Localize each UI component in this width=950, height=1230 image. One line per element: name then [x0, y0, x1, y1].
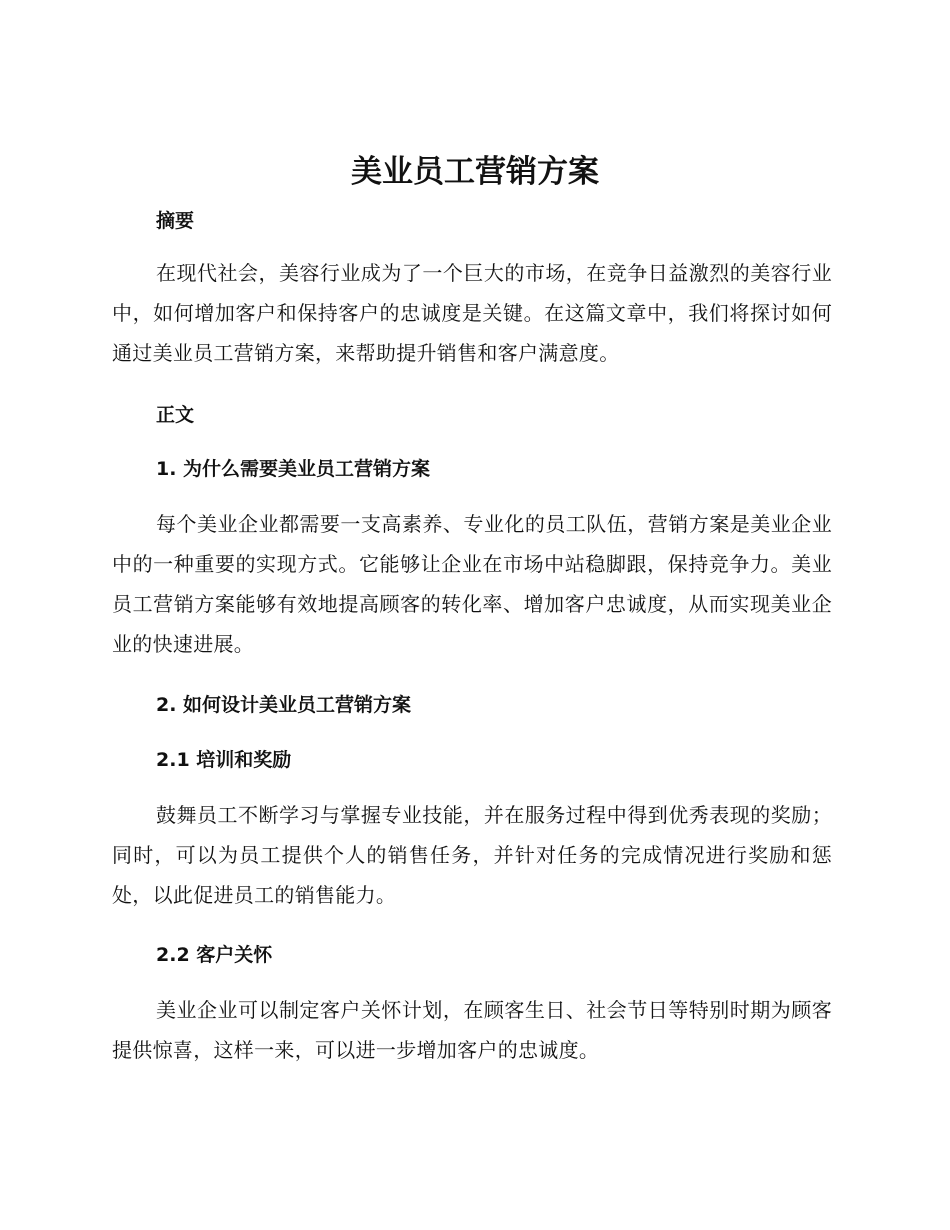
section-heading-2: 2. 如何设计美业员工营销方案	[156, 694, 412, 716]
document-title: 美业员工营销方案	[351, 154, 599, 190]
section-paragraph-2-1: 鼓舞员工不断学习与掌握专业技能，并在服务过程中得到优秀表现的奖励；同时，可以为员工提供个人的销售任务，并针对任务的完成情况进行奖励和惩处，以此促进员工的销售能力。	[112, 803, 832, 907]
section-heading-1: 1. 为什么需要美业员工营销方案	[156, 458, 431, 480]
section-paragraph-2-2: 美业企业可以制定客户关怀计划，在顾客生日、社会节日等特别时期为顾客提供惊喜，这样一来，可以进一步增加客户的忠诚度。	[112, 998, 832, 1062]
section-heading-2-2: 2.2 客户关怀	[156, 944, 273, 966]
body-heading: 正文	[156, 404, 195, 426]
abstract-heading: 摘要	[156, 210, 195, 232]
section-paragraph-1: 每个美业企业都需要一支高素养、专业化的员工队伍，营销方案是美业企业中的一种重要的实现方式。它能够让企业在市场中站稳脚跟，保持竞争力。美业员工营销方案能够有效地提高顾客的转化率、增加客户忠诚度，从而实现美业企业的快速进展。	[112, 512, 832, 656]
section-heading-2-1: 2.1 培训和奖励	[156, 749, 292, 771]
abstract-paragraph: 在现代社会，美容行业成为了一个巨大的市场，在竞争日益激烈的美容行业中，如何增加客户和保持客户的忠诚度是关键。在这篇文章中，我们将探讨如何通过美业员工营销方案，来帮助提升销售和客户满意度。	[112, 261, 832, 365]
